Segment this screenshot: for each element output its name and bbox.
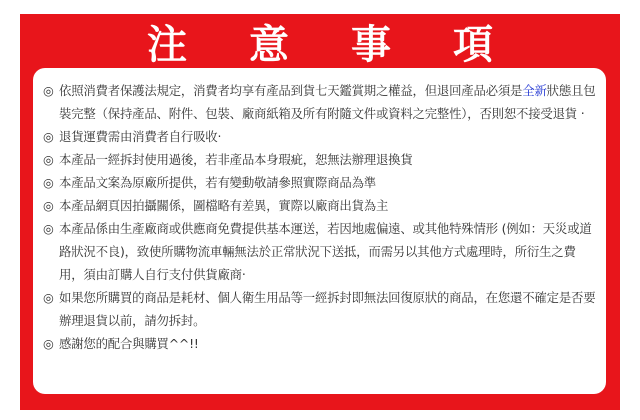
bullet-icon: ◎	[43, 336, 54, 351]
notice-panel	[20, 14, 620, 410]
title-char-2: 意	[249, 22, 289, 68]
notice-item-photo-difference	[43, 194, 598, 217]
notice-title	[20, 16, 620, 74]
bullet-icon: ◎	[43, 152, 54, 167]
notice-item-opened-product	[43, 148, 598, 171]
notice-item-return-policy	[43, 79, 598, 125]
notice-text: 感謝您的配合與購買^^!!	[59, 336, 199, 351]
title-char-1: 注	[147, 22, 187, 68]
notice-item-copy-source	[43, 171, 598, 194]
bullet-icon: ◎	[43, 198, 54, 213]
notice-item-thanks	[43, 332, 598, 355]
bullet-icon: ◎	[43, 83, 54, 98]
notice-text: 狀態且包裝完整（保持產品、附件、包裝、廠商紙箱及所有附隨文件或資料之完整性），否則恕不接受退貨 ‧	[59, 83, 596, 121]
title-char-4: 項	[453, 22, 493, 68]
notice-body	[33, 68, 606, 394]
notice-item-delivery	[43, 217, 598, 286]
notice-text: 如果您所購買的商品是耗材、個人衛生用品等一經拆封即無法回復原狀的商品，在您還不確定是否要辦理退貨以前，請勿拆封。	[59, 290, 596, 328]
highlight-text: 全新	[522, 83, 547, 98]
notice-text: 依照消費者保護法規定，消費者均享有產品到貨七天鑑賞期之權益，但退回產品必須是	[59, 83, 523, 98]
bullet-icon: ◎	[43, 129, 54, 144]
notice-text: 本產品一經拆封使用過後，若非產品本身瑕疵，恕無法辦理退換貨	[59, 152, 413, 167]
title-char-3: 事	[351, 22, 391, 68]
bullet-icon: ◎	[43, 221, 54, 236]
notice-text: 本產品係由生產廠商或供應商免費提供基本運送，若因地處偏遠、或其他特殊情形 (例如：天災或道路狀況不良)，致使所購物流車輛無法於正常狀況下送抵，而需另以其他方式處理時，所衍生之費用，須由訂購人自行支付供貨廠商‧	[59, 221, 592, 282]
notice-item-consumables	[43, 286, 598, 332]
notice-item-shipping-fee	[43, 125, 598, 148]
notice-text: 本產品網頁因拍攝關係，圖檔略有差異，實際以廠商出貨為主	[59, 198, 389, 213]
bullet-icon: ◎	[43, 290, 54, 305]
bullet-icon: ◎	[43, 175, 54, 190]
notice-text: 退貨運費需由消費者自行吸收‧	[59, 129, 222, 144]
notice-text: 本產品文案為原廠所提供，若有變動敬請參照實際商品為準	[59, 175, 376, 190]
